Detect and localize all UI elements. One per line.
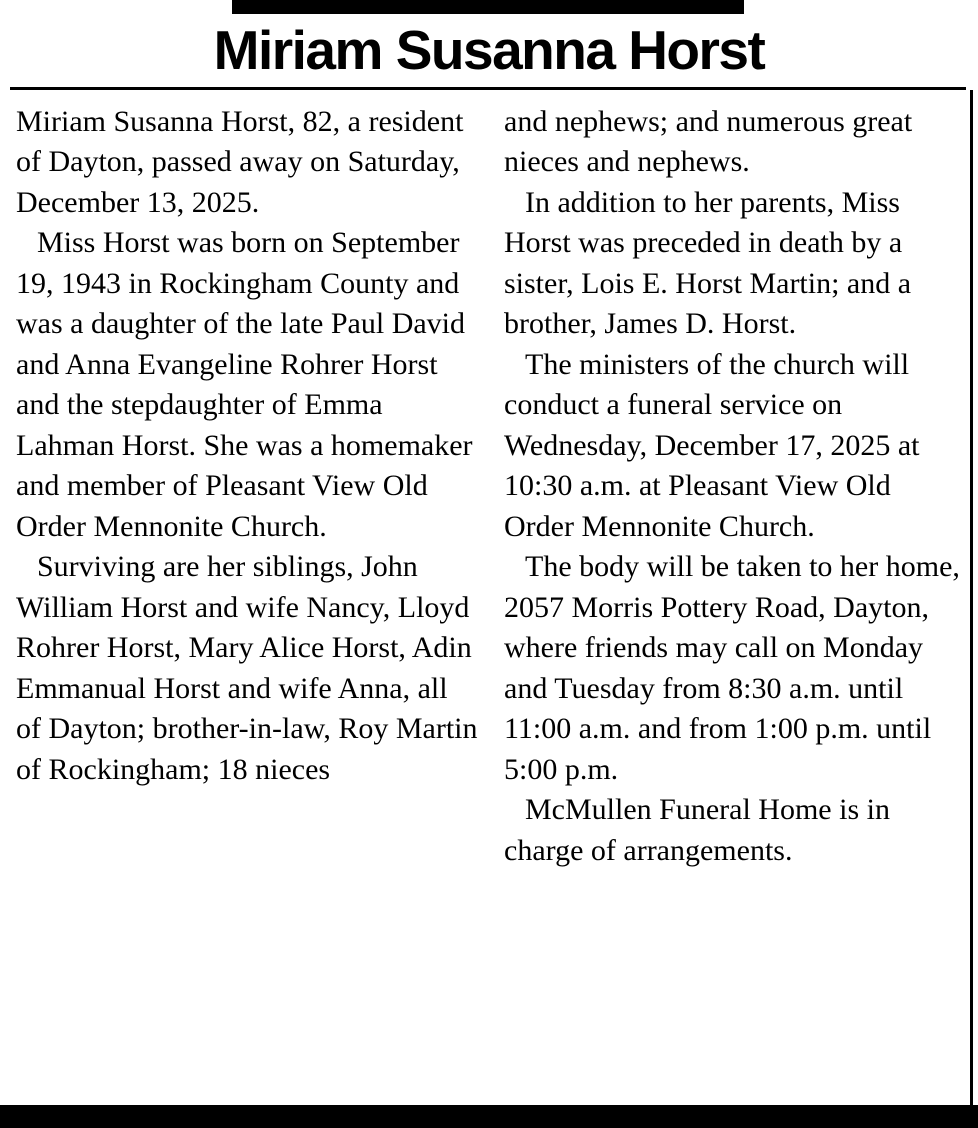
title-divider bbox=[10, 87, 966, 90]
paragraph: The ministers of the church will conduct a funeral service on Wednesday, December 17, 2025 at 10:30 a.m. at Pleasant View Old Order Mennonite Church. bbox=[504, 347, 920, 543]
top-scan-bar bbox=[232, 0, 744, 14]
column-divider-line bbox=[970, 90, 973, 1106]
obituary-title: Miriam Susanna Horst bbox=[213, 19, 765, 81]
paragraph: The body will be taken to her home, 2057 Morris Pottery Road, Dayton, where friends may call on Monday and Tuesday from 8:30 a.m. until 11:00 a.m. and from 1:00 p.m. until 5:00 p.m. bbox=[504, 550, 960, 786]
paragraph: Surviving are her siblings, John William Horst and wife Nancy, Lloyd Rohrer Horst, Mary Alice Horst, Adin Emmanual Horst and wife Anna, all of Dayton; brother-in-law, Roy Martin of Rockingham; 18 nieces bbox=[16, 550, 478, 786]
paragraph: In addition to her parents, Miss Horst was preceded in death by a sister, Lois E. Horst Martin; and a brother, James D. Horst. bbox=[504, 185, 912, 341]
obituary-column-left bbox=[16, 102, 478, 872]
paragraph: Miriam Susanna Horst, 82, a resident of Dayton, passed away on Saturday, December 13, 2025. bbox=[16, 104, 464, 219]
paragraph: McMullen Funeral Home is in charge of arrangements. bbox=[504, 793, 890, 867]
paragraph: and nephews; and numerous great nieces and nephews. bbox=[504, 104, 913, 179]
obituary-body bbox=[0, 96, 978, 872]
bottom-scan-bar bbox=[0, 1105, 978, 1128]
paragraph: Miss Horst was born on September 19, 1943 in Rockingham County and was a daughter of the late Paul David and Anna Evangeline Rohrer Horst and the stepdaughter of Emma Lahman Horst. She was a homemaker and member of Pleasant View Old Order Mennonite Church. bbox=[16, 226, 473, 543]
obituary-column-right bbox=[504, 102, 966, 872]
